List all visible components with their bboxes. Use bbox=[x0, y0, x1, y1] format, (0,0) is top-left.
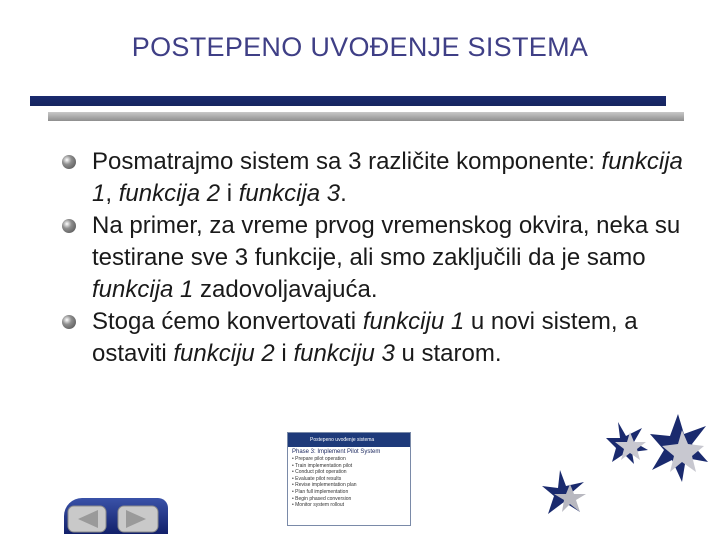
thumbnail-header: Postepeno uvođenje sistema bbox=[288, 433, 410, 447]
bullet-item bbox=[92, 210, 692, 306]
bullet-dot-icon bbox=[62, 315, 76, 329]
title-underline-grey bbox=[48, 112, 684, 121]
bullet-dot-icon bbox=[62, 219, 76, 233]
text-run: i bbox=[220, 180, 239, 207]
star-icon bbox=[604, 420, 650, 466]
slide-navigation bbox=[62, 496, 170, 536]
thumbnail-line: • Revise implementation plan bbox=[292, 482, 357, 489]
thumbnail-line: • Plan full implementation bbox=[292, 488, 349, 495]
title-underline-dark bbox=[30, 96, 666, 106]
italic-term: funkcija 2 bbox=[118, 180, 221, 207]
bullet-text bbox=[92, 212, 680, 303]
nav-next-icon[interactable] bbox=[118, 506, 158, 532]
text-run: , bbox=[105, 180, 119, 207]
thumbnail-line: • Conduct pilot operation bbox=[292, 469, 347, 476]
bullet-text bbox=[92, 148, 683, 207]
slide-title: POSTEPENO UVOĐENJE SISTEMA bbox=[131, 32, 589, 62]
star-icon bbox=[648, 412, 710, 484]
thumbnail-line: • Monitor system rollout bbox=[292, 502, 345, 509]
thumbnail-line: • Train implementation pilot bbox=[292, 462, 353, 469]
nav-prev-icon[interactable] bbox=[68, 506, 106, 532]
text-run: u starom. bbox=[394, 340, 502, 367]
bullet-item bbox=[92, 146, 692, 210]
thumbnail-line: • Evaluate pilot results bbox=[292, 475, 342, 482]
text-run: zadovoljavajuća. bbox=[193, 276, 378, 303]
thumbnail-line: • Begin phased conversion bbox=[292, 495, 352, 502]
thumbnail-lines bbox=[288, 456, 410, 509]
italic-term: funkcija 1 bbox=[92, 148, 683, 207]
text-run: u novi sistem, a ostaviti bbox=[92, 308, 638, 367]
text-run: Na primer, za vreme prvog vremenskog okvira, neka su testirane sve 3 funkcije, ali smo zaključili da je samo bbox=[92, 212, 681, 271]
italic-term: funkcija 1 bbox=[92, 276, 194, 303]
italic-term: funkciju 2 bbox=[173, 340, 275, 367]
text-run: . bbox=[340, 180, 347, 207]
bullet-item bbox=[92, 306, 692, 370]
bullet-text bbox=[92, 308, 638, 367]
italic-term: funkciju 3 bbox=[293, 340, 395, 367]
italic-term: funkcija 3 bbox=[238, 180, 341, 207]
star-icon bbox=[540, 468, 588, 516]
text-run: Posmatrajmo sistem sa 3 različite komponente: bbox=[92, 148, 602, 175]
text-run: Stoga ćemo konvertovati bbox=[92, 308, 363, 335]
slide-thumbnail-image bbox=[287, 432, 411, 526]
thumbnail-heading: Phase 3: Implement Pilot System bbox=[292, 449, 381, 455]
bullet-list bbox=[92, 146, 692, 370]
thumbnail-line: • Prepare pilot operation bbox=[292, 456, 346, 462]
italic-term: funkciju 1 bbox=[362, 308, 465, 335]
text-run: i bbox=[274, 340, 294, 367]
bullet-dot-icon bbox=[62, 155, 76, 169]
